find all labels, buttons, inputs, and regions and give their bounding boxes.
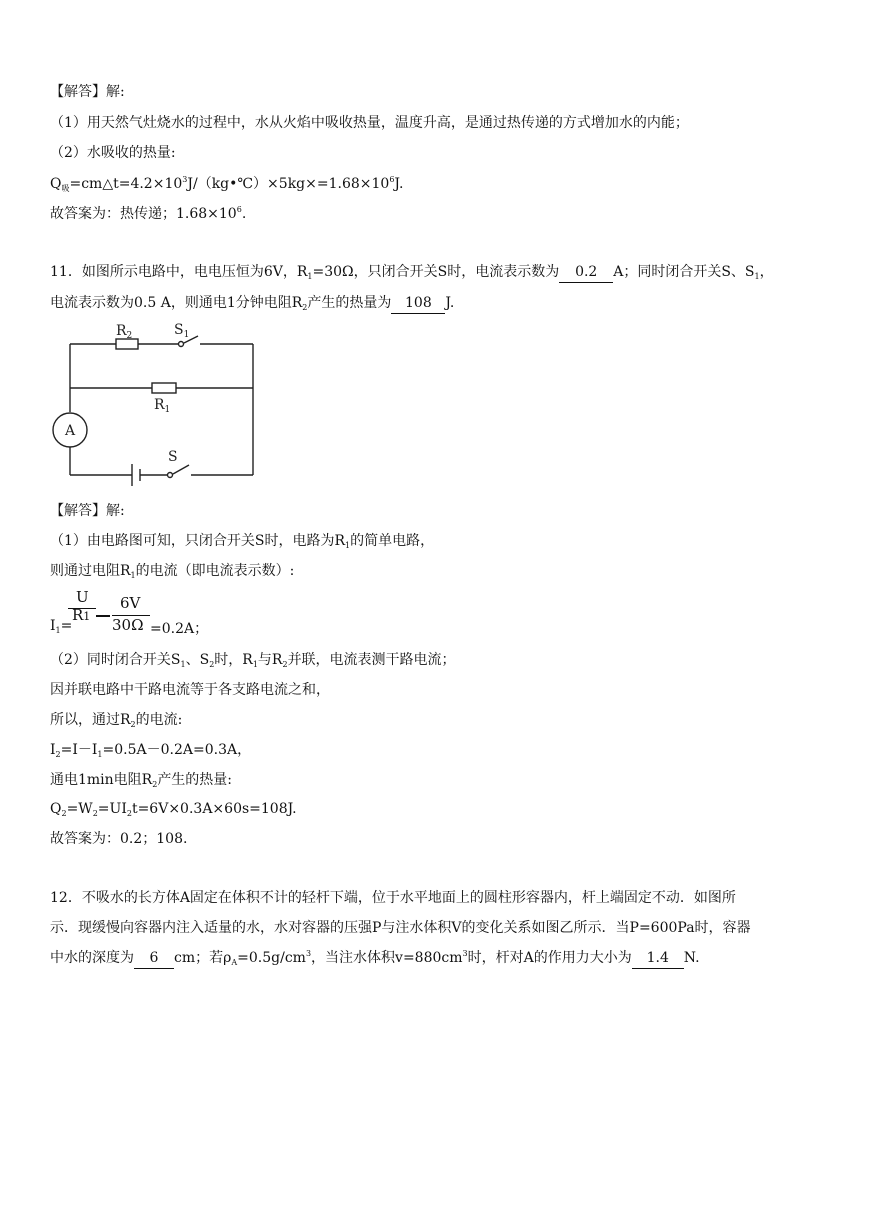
q12-line-2: 示．现缓慢向容器内注入适量的水，水对容器的压强P与注水体积V的变化关系如图乙所示．当P=600Pa时，容器 <box>50 920 751 936</box>
answer-label-2: 【解答】解: <box>50 503 125 519</box>
answer2-line-7: $I_2=I-I_1=0.5A-0.2A=0.3A$， <box>50 742 252 759</box>
label-r1: $R_1$ <box>154 397 171 415</box>
current-equation-left: $I_1=$ <box>50 618 73 635</box>
fraction-2-denominator: 30Ω <box>112 616 144 634</box>
answer2-line-2: 则通过电阻$R_1$的电流（即电流表示数）: <box>50 563 295 580</box>
answer2-line-5: 因并联电路中干路电流等于各支路电流之和， <box>50 682 330 698</box>
answer-label-1: 【解答】解: <box>50 84 125 100</box>
answer-formula-heat: $Q_吸=cm\triangle t=4.2\times 10^3J/(kg•℃)\times 5kg\times=1.68\times 10^6J$. <box>50 175 404 193</box>
answer-line-1: （1）用天然气灶烧水的过程中，水从火焰中吸收热量，温度升高，是通过热传递的方式增加水的内能； <box>50 115 689 131</box>
answer2-line-8: 通电1min电阻$R_2$产生的热量: <box>50 772 233 789</box>
answer-line-2: （2）水吸收的热量: <box>50 145 176 161</box>
answer2-line-4: （2）同时闭合开关$S_1$、$S_2$时，$R_1$与$R_2$并联，电流表测干路电流； <box>50 652 456 669</box>
q11-line-2: 电流表示数为0.5 A，则通电1分钟电阻$R_2$产生的热量为 108 J. <box>50 295 455 312</box>
q12-line-3: 中水的深度为 6 cm；若$\rho_A=0.5g/cm^3$，当注水体积$v=880cm^3$时，杆对A的作用力大小为 1.4 N. <box>50 949 700 967</box>
switch-s-contact <box>168 473 173 478</box>
fraction-2-numerator: 6V <box>120 594 141 612</box>
label-ammeter: A <box>65 423 76 439</box>
label-r2: $R_2$ <box>116 323 133 341</box>
answer2-line-1: （1）由电路图可知，只闭合开关S时，电路为$R_1$的简单电路， <box>50 533 435 550</box>
circuit-diagram <box>48 318 263 493</box>
current-equation <box>50 588 250 638</box>
q11-line-1: 11．如图所示电路中，电电压恒为6V，$R_1=30\Omega$，只闭合开关S时，电流表示数为 0.2 A；同时闭合开关S、$S_1$， <box>50 264 774 281</box>
q12-answer-blank-1: 6 <box>134 948 174 969</box>
label-s: S <box>168 449 178 465</box>
switch-s-lever <box>173 465 189 474</box>
answer-final-1: 故答案为：热传递；$1.68\times 10^6$. <box>50 205 247 222</box>
q12-line-1: 12．不吸水的长方体A固定在体积不计的轻杆下端，位于水平地面上的圆柱形容器内，杆上端固定不动．如图所 <box>50 890 736 906</box>
label-s1: $S_1$ <box>174 322 190 340</box>
q11-answer-blank-1: 0.2 <box>559 262 613 283</box>
current-equation-result: =0.2A； <box>150 621 209 637</box>
fraction-1-denominator: R1 <box>72 606 91 624</box>
answer2-line-6: 所以，通过$R_2$的电流: <box>50 712 183 729</box>
switch-s1-contact <box>179 342 184 347</box>
resistor-r1 <box>152 383 176 393</box>
answer2-final: 故答案为：0.2；108. <box>50 831 188 847</box>
equals-bar <box>96 615 110 617</box>
answer2-line-9: $Q_2=W_2=UI_2t=6V\times 0.3A\times 60s=108J$. <box>50 801 297 818</box>
q11-answer-blank-2: 108 <box>391 293 445 314</box>
q12-answer-blank-2: 1.4 <box>632 948 684 969</box>
fraction-1-numerator: U <box>76 588 89 606</box>
